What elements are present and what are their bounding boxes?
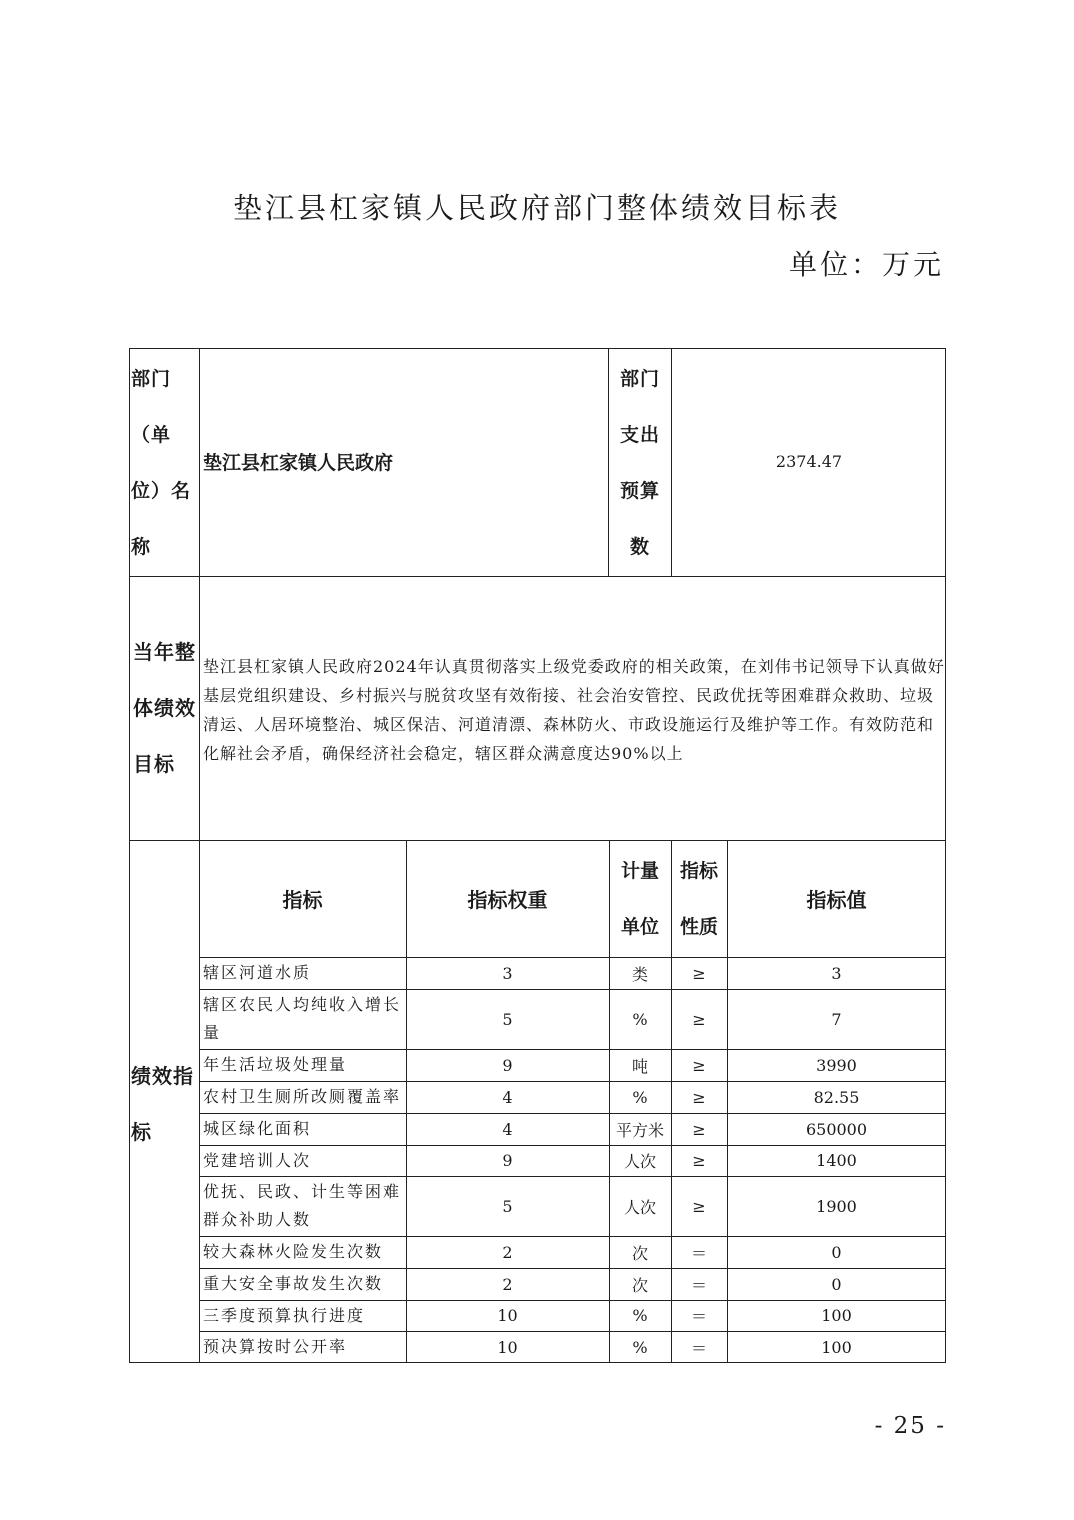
dept-label: 部门 （单 位）名 称 <box>131 368 192 558</box>
row-nature: ≥ <box>692 1009 706 1029</box>
row-nature: ＝ <box>690 1243 707 1263</box>
row-weight: 10 <box>497 1306 518 1325</box>
goal-label: 当年整 体绩效 目标 <box>133 640 196 776</box>
row-weight: 5 <box>502 1009 513 1029</box>
row-unit: % <box>632 1009 648 1029</box>
row-indicator: 辖区河道水质 <box>203 963 312 982</box>
row-nature: ＝ <box>690 1307 707 1326</box>
row-nature: ＝ <box>690 1275 707 1295</box>
row-value: 1900 <box>816 1196 857 1216</box>
row-indicator: 辖区农民人均纯收入增长量 <box>203 995 402 1042</box>
row-value: 0 <box>831 1242 842 1262</box>
budget-label: 部门 支出 预算 数 <box>619 368 660 558</box>
page-number: - 25 - <box>874 1413 946 1439</box>
header-value: 指标值 <box>806 888 867 912</box>
dept-name: 垫江县杠家镇人民政府 <box>203 452 394 474</box>
row-value: 3990 <box>816 1055 857 1075</box>
row-value: 100 <box>821 1306 852 1325</box>
row-weight: 4 <box>502 1087 513 1107</box>
row-value: 82.55 <box>813 1087 860 1107</box>
row-unit: 类 <box>631 964 648 984</box>
goal-text: 垫江县杠家镇人民政府2024年认真贯彻落实上级党委政府的相关政策，在刘伟书记领导下认真做好基层党组织建设、乡村振兴与脱贫攻坚有效衔接、社会治安管控、民政优抚等困难群众救助、垃圾清运、人居环境整治、城区保洁、河道清漂、森林防火、市政设施运行及维护等工作。有效防范和化解社会矛盾，确保经济社会稳定，辖区群众满意度达90%以上 <box>203 657 945 763</box>
row-weight: 3 <box>502 963 513 983</box>
row-weight: 10 <box>497 1337 518 1357</box>
header-unit: 计量 单位 <box>620 859 659 938</box>
row-indicator: 党建培训人次 <box>203 1150 312 1170</box>
row-indicator: 三季度预算执行进度 <box>203 1305 366 1325</box>
row-weight: 2 <box>502 1274 513 1294</box>
row-value: 3 <box>831 963 842 983</box>
row-indicator: 优抚、民政、计生等困难群众补助人数 <box>203 1182 402 1229</box>
row-unit: 次 <box>631 1275 648 1295</box>
indicator-section-label: 绩效指 标 <box>131 1064 194 1144</box>
header-nature: 指标 性质 <box>679 859 718 938</box>
row-unit: % <box>632 1306 648 1325</box>
row-indicator: 城区绿化面积 <box>203 1119 312 1138</box>
row-nature: ≥ <box>692 1087 706 1107</box>
row-value: 100 <box>821 1337 852 1357</box>
row-value: 1400 <box>816 1151 857 1170</box>
header-indicator: 指标 <box>282 888 323 912</box>
row-unit: 次 <box>631 1243 648 1263</box>
row-weight: 5 <box>502 1196 513 1216</box>
row-nature: ≥ <box>692 963 706 983</box>
header-weight: 指标权重 <box>467 888 548 912</box>
page-title: 垫江县杠家镇人民政府部门整体绩效目标表 <box>232 191 841 225</box>
row-value: 7 <box>831 1009 842 1029</box>
row-indicator: 年生活垃圾处理量 <box>203 1055 348 1074</box>
budget-value: 2374.47 <box>775 452 843 471</box>
row-nature: ≥ <box>692 1151 706 1170</box>
row-unit: 吨 <box>631 1056 648 1076</box>
row-weight: 4 <box>502 1119 513 1139</box>
row-weight: 2 <box>502 1242 513 1262</box>
rule-info-bottom <box>129 576 946 577</box>
row-nature: ≥ <box>692 1119 706 1139</box>
row-value: 0 <box>831 1274 842 1294</box>
row-unit: % <box>632 1087 648 1107</box>
row-indicator: 重大安全事故发生次数 <box>203 1274 384 1293</box>
row-unit: 人次 <box>623 1197 656 1217</box>
row-nature: ≥ <box>692 1196 706 1216</box>
row-nature: ＝ <box>690 1338 707 1358</box>
row-weight: 9 <box>502 1055 513 1075</box>
row-weight: 9 <box>502 1151 513 1170</box>
unit-label: 单位：万元 <box>788 248 944 281</box>
rule-budget-label-left <box>608 348 609 576</box>
row-nature: ≥ <box>692 1055 706 1075</box>
row-indicator: 较大森林火险发生次数 <box>203 1242 384 1261</box>
row-unit: 人次 <box>623 1152 656 1171</box>
row-indicator: 预决算按时公开率 <box>203 1337 348 1356</box>
row-unit: % <box>632 1337 648 1357</box>
row-unit: 平方米 <box>615 1120 664 1140</box>
row-indicator: 农村卫生厕所改厕覆盖率 <box>203 1087 402 1106</box>
row-value: 650000 <box>805 1119 868 1139</box>
